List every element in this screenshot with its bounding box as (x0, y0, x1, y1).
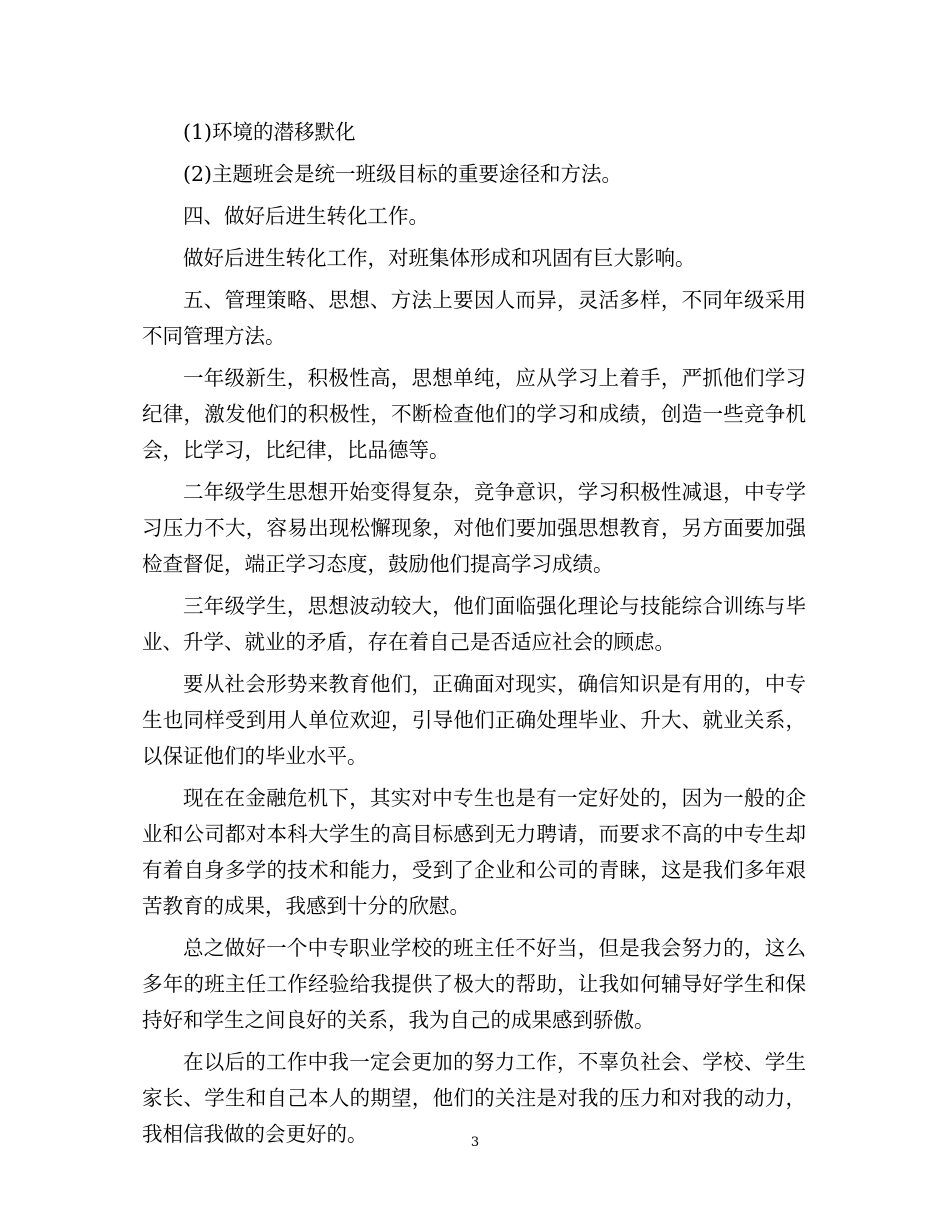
paragraph: 三年级学生，思想波动较大，他们面临强化理论与技能综合训练与毕业、升学、就业的矛盾，存在着自己是否适应社会的顾虑。 (142, 594, 806, 654)
paragraph: 现在在金融危机下，其实对中专生也是有一定好处的，因为一般的企业和公司都对本科大学生的高目标感到无力聘请，而要求不高的中专生却有着自身多学的技术和能力，受到了企业和公司的青睐，这是我们多年艰苦教育的成果，我感到十分的欣慰。 (142, 786, 806, 918)
paragraph: (2)主题班会是统一班级目标的重要途径和方法。 (183, 162, 623, 186)
page-number: 3 (470, 1135, 480, 1150)
section-heading: 四、做好后进生转化工作。 (183, 204, 429, 228)
section-heading: 五、管理策略、思想、方法上要因人而异，灵活多样，不同年级采用不同管理方法。 (142, 288, 806, 348)
paragraph: (1)环境的潜移默化 (183, 120, 356, 144)
paragraph: 做好后进生转化工作，对班集体形成和巩固有巨大影响。 (183, 246, 696, 270)
paragraph: 一年级新生，积极性高，思想单纯，应从学习上着手，严抓他们学习纪律，激发他们的积极性，不断检查他们的学习和成绩，创造一些竞争机会，比学习，比纪律，比品德等。 (142, 366, 806, 462)
document-body (142, 114, 806, 1158)
paragraph: 二年级学生思想开始变得复杂，竞争意识，学习积极性减退，中专学习压力不大，容易出现松懈现象，对他们要加强思想教育，另方面要加强检查督促，端正学习态度，鼓励他们提高学习成绩。 (142, 480, 806, 576)
paragraph: 在以后的工作中我一定会更加的努力工作，不辜负社会、学校、学生家长、学生和自己本人的期望，他们的关注是对我的压力和对我的动力，我相信我做的会更好的。 (142, 1050, 806, 1146)
paragraph: 总之做好一个中专职业学校的班主任不好当，但是我会努力的，这么多年的班主任工作经验给我提供了极大的帮助，让我如何辅导好学生和保持好和学生之间良好的关系，我为自己的成果感到骄傲。 (142, 936, 806, 1032)
paragraph: 要从社会形势来教育他们，正确面对现实，确信知识是有用的，中专生也同样受到用人单位欢迎，引导他们正确处理毕业、升大、就业关系，以保证他们的毕业水平。 (142, 672, 806, 768)
